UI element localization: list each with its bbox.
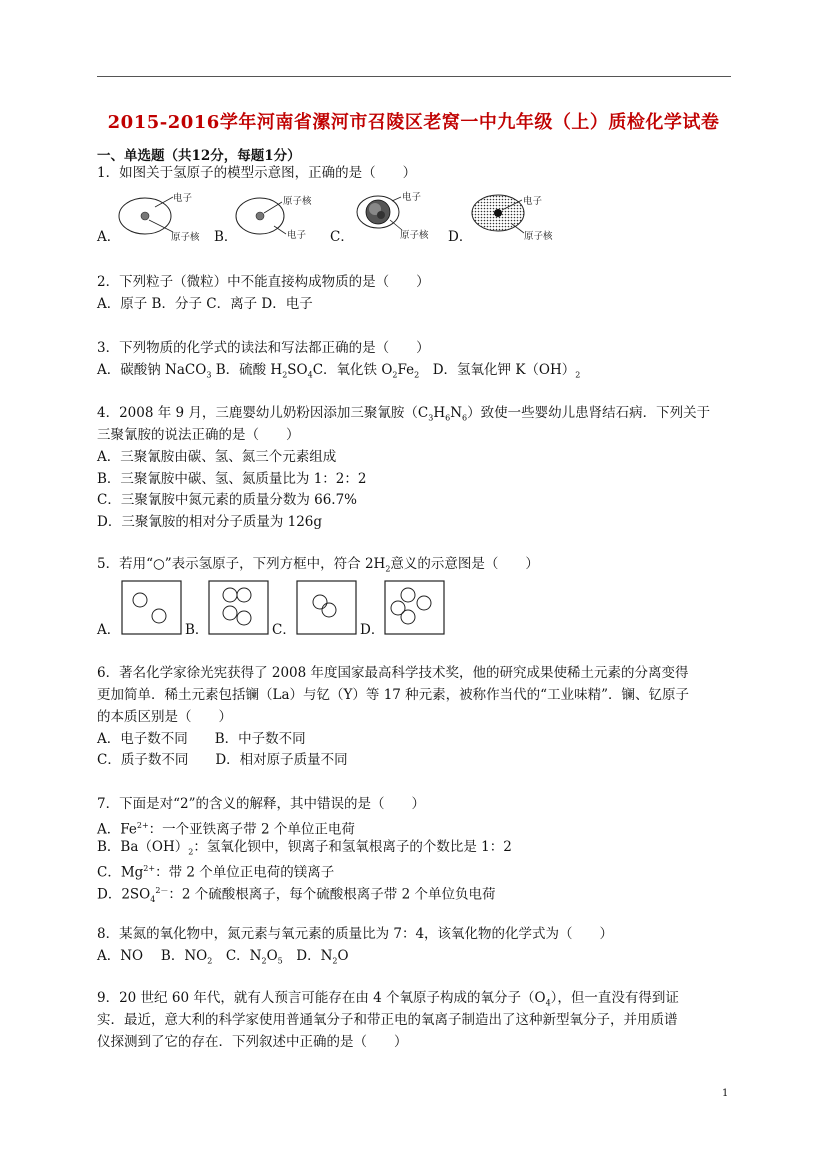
q1b-nucleus-label: 原子核 [283, 196, 312, 207]
question-6-line3: 的本质区别是（ ） [97, 709, 232, 725]
question-7-option-c: C．$Mg^{2+}$：带 2 个单位正电荷的镁离子 [97, 864, 335, 881]
q1-option-b-letter: B． [214, 229, 238, 245]
question-6-options-2: C．质子数不同 D．相对原子质量不同 [97, 752, 348, 768]
question-3-stem: 3．下列物质的化学式的读法和写法都正确的是（ ） [97, 340, 430, 356]
q1-option-d-letter: D． [448, 229, 473, 245]
q1-option-b-figure [234, 192, 329, 248]
page-number: 1 [722, 1088, 729, 1099]
question-6-line2: 更加简单．稀土元素包括镧（La）与钇（Y）等 17 种元素，被称作当代的“工业味精”．镧、钇原子 [97, 687, 689, 703]
q5-option-b-box [208, 580, 270, 640]
q5-option-d-box [384, 580, 446, 640]
question-8-options: A．NO B．$NO_2$ C．$N_2O_5$ D．$N_2O$ [97, 948, 349, 966]
q1c-nucleus-label: 原子核 [400, 230, 429, 241]
question-5-stem: 5．若用“○”表示氢原子，下列方框中，符合 $2H_2$意义的示意图是（ ） [97, 556, 539, 574]
q5-option-c-box [296, 580, 358, 640]
question-9-line1: 9．20 世纪 60 年代，就有人预言可能存在由 4 个氧原子构成的氧分子$(O_4)$，但一直没有得到证 [97, 990, 679, 1008]
q1c-electron-label: 电子 [402, 192, 422, 203]
question-4-line1: 4．2008 年 9 月，三鹿婴幼儿奶粉因添加三聚氰胺$(C_3H_6N_6)$致使一些婴幼儿患肾结石病．下列关于 [97, 405, 711, 423]
q1-option-c-figure [354, 190, 449, 248]
question-7-option-a: A．$Fe^{2+}$：一个亚铁离子带 2 个单位正电荷 [97, 821, 355, 838]
q5-option-a-letter: A． [97, 622, 121, 638]
question-7-option-b: B．$Ba(OH)_2$：氢氧化钡中，钡离子和氢氧根离子的个数比是 1：2 [97, 839, 512, 857]
question-9-line3: 仪探测到了它的存在．下列叙述中正确的是（ ） [97, 1034, 408, 1050]
q1-option-a-figure [115, 192, 210, 248]
q1-option-a-letter: A． [97, 229, 121, 245]
question-8-stem: 8．某氮的氧化物中，氮元素与氧元素的质量比为 7：4，该氧化物的化学式为（ ） [97, 926, 614, 942]
q5-option-b-letter: B． [185, 622, 209, 638]
q1-option-d-figure [468, 192, 568, 248]
question-4-option-c: C．三聚氰胺中氮元素的质量分数为 66.7% [97, 492, 358, 508]
question-4-line2: 三聚氰胺的说法正确的是（ ） [97, 427, 300, 443]
q1d-nucleus-label: 原子核 [524, 231, 553, 242]
question-1-stem: 1．如图关于氢原子的模型示意图，正确的是（ ） [97, 165, 417, 181]
question-4-option-b: B．三聚氰胺中碳、氢、氮质量比为 1：2：2 [97, 471, 367, 487]
q5-option-a-box [121, 580, 183, 640]
q5-option-c-letter: C． [272, 622, 296, 638]
question-7-option-d: D．$2SO_4^{2-}$：2 个硫酸根离子，每个硫酸根离子带 2 个单位负电荷 [97, 886, 496, 905]
question-3-options: A．碳酸钠 NaCO$_3$ B．硫酸 $H_2SO_4C$．氧化铁 $O_2Fe_2$ D．氢氧化钾 $K(OH)_2$ [97, 362, 581, 380]
page-title: 2015-2016学年河南省漯河市召陵区老窝一中九年级（上）质检化学试卷 [107, 112, 720, 133]
question-4-option-d: D．三聚氰胺的相对分子质量为 126g [97, 514, 323, 530]
question-6-line1: 6．著名化学家徐光宪获得了 2008 年度国家最高科学技术奖，他的研究成果使稀土元素的分离变得 [97, 665, 689, 681]
header-rule [97, 76, 731, 77]
question-2-options: A．原子 B．分子 C．离子 D．电子 [97, 296, 313, 312]
question-6-options-1: A．电子数不同 B．中子数不同 [97, 731, 306, 747]
question-4-option-a: A．三聚氰胺由碳、氢、氮三个元素组成 [97, 449, 337, 465]
question-9-line2: 实．最近，意大利的科学家使用普通氧分子和带正电的氧离子制造出了这种新型氧分子，并用质谱 [97, 1012, 678, 1028]
q5-option-d-letter: D． [360, 622, 385, 638]
q1-option-c-letter: C． [330, 229, 354, 245]
question-2-stem: 2．下列粒子（微粒）中不能直接构成物质的是（ ） [97, 274, 430, 290]
question-7-stem: 7．下面是对“2”的含义的解释，其中错误的是（ ） [97, 796, 425, 812]
section-heading: 一、单选题（共12分，每题1分） [97, 148, 301, 164]
q1b-electron-label: 电子 [287, 230, 307, 241]
q1a-electron-label: 电子 [173, 193, 193, 204]
q1a-nucleus-label: 原子核 [171, 232, 200, 243]
q1d-electron-label: 电子 [523, 196, 543, 207]
